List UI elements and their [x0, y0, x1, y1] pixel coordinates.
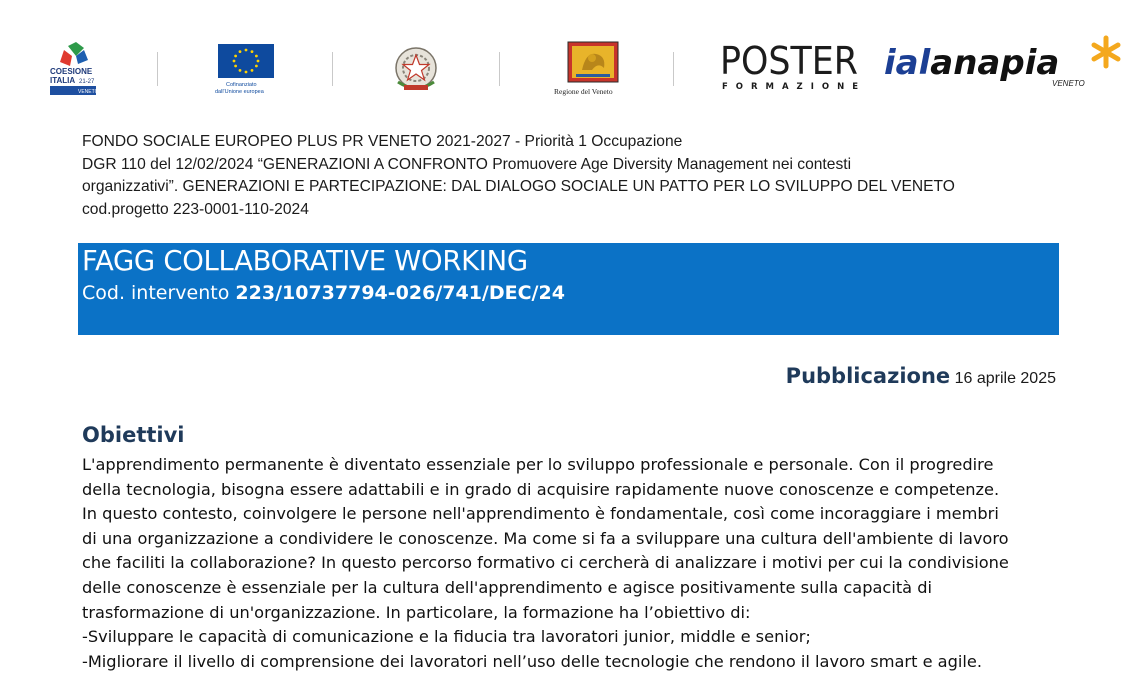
separator — [332, 52, 333, 86]
header-line-1: FONDO SOCIALE EUROPEO PLUS PR VENETO 2021-2027 - Priorità 1 Occupazione — [82, 133, 683, 150]
body-line: che faciliti la collaborazione? In questo percorso formativo ci cercherà di analizzare i motivi per cui la condivisione — [82, 553, 1009, 573]
body-line: di una organizzazione a condividere le conoscenze. Ma come si fa a sviluppare una cultura dell'ambiente di lavoro — [82, 528, 1009, 548]
code-label: Cod. intervento — [82, 282, 236, 304]
ial-anapia-logo — [882, 30, 1127, 94]
header-line-2: DGR 110 del 12/02/2024 “GENERAZIONI A CONFRONTO Promuovere Age Diversity Management nei contesti — [82, 155, 852, 173]
coesione-region: VENETO — [78, 89, 99, 95]
separator — [673, 52, 674, 86]
body-line: trasformazione di un'organizzazione. In particolare, la formazione ha l’obiettivo di: — [82, 602, 751, 622]
coesione-years: 21-27 — [79, 79, 95, 85]
body-line: -Migliorare il livello di comprensione dei lavoratori nell’uso delle tecnologie che rendono il lavoro smart e agile. — [82, 651, 982, 671]
header-line-4: cod.progetto 223-0001-110-2024 — [82, 200, 309, 218]
coesione-italia-logo — [48, 42, 108, 98]
asterisk-icon — [1094, 38, 1118, 66]
poster-formazione-logo — [718, 34, 863, 94]
poster-main: POSTER — [720, 39, 858, 83]
body-line: L'apprendimento permanente è diventato essenziale per lo sviluppo professionale e personale. Con il progredire — [82, 455, 994, 474]
body-line: della tecnologia, bisogna essere adattabili e in grado di acquisire rapidamente nuove conoscenze e competenze. — [82, 479, 1000, 499]
regione-veneto-logo — [552, 40, 638, 100]
ial-veneto: VENETO — [1052, 79, 1085, 88]
code-value: 223/10737794-026/741/DEC/24 — [235, 282, 565, 304]
intervention-code — [82, 282, 565, 304]
publication-date-value: 16 aprile 2025 — [950, 370, 1056, 387]
italian-republic-emblem — [388, 42, 444, 98]
body-line: In questo contesto, coinvolgere le persone nell'apprendimento è fondamentale, così come incoraggiare i membri — [82, 504, 999, 524]
separator — [157, 52, 158, 86]
eu-flag-logo — [212, 42, 287, 98]
publication-date — [786, 364, 1056, 388]
veneto-caption: Regione del Veneto — [554, 87, 613, 96]
project-header — [82, 131, 1072, 221]
course-banner — [78, 243, 1059, 335]
publication-label: Pubblicazione — [785, 364, 951, 388]
logo-strip — [0, 30, 1145, 110]
body-line: delle conoscenze è essenziale per la cultura dell'apprendimento e agisce positivamente sulla capacità di — [82, 577, 933, 597]
eu-caption2: dall'Unione europea — [215, 89, 264, 95]
course-title: FAGG COLLABORATIVE WORKING — [82, 244, 528, 277]
section-title: Obiettivi — [82, 423, 185, 447]
body-line: -Sviluppare le capacità di comunicazione e la fiducia tra lavoratori junior, middle e senior; — [82, 627, 811, 647]
coesione-line2: ITALIA — [50, 76, 76, 85]
separator — [499, 52, 500, 86]
ial-text: ial — [884, 43, 931, 83]
objectives-body — [82, 453, 1062, 674]
anapia-text: anapia — [930, 43, 1060, 83]
header-line-3: organizzativi”. GENERAZIONI E PARTECIPAZIONE: DAL DIALOGO SOCIALE UN PATTO PER LO SVILUPPO DEL VENETO — [82, 178, 955, 196]
svg-text:ialanapia — [884, 43, 1059, 83]
eu-caption1: Cofinanziato — [226, 82, 257, 88]
coesione-line1: COESIONE — [50, 67, 93, 76]
poster-sub: FORMAZIONE — [722, 82, 858, 92]
